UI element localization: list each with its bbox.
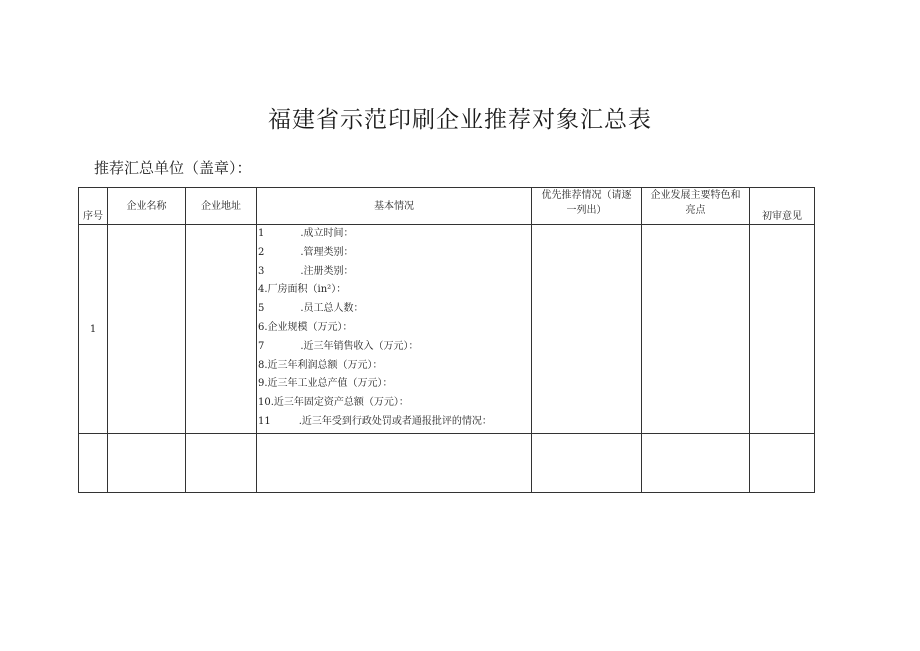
- basic-item: [257, 319, 531, 338]
- cell-company-address[interactable]: [186, 225, 257, 434]
- cell-review[interactable]: [750, 434, 815, 493]
- basic-item-num: 11: [258, 415, 271, 427]
- basic-item-num: 2: [258, 246, 265, 258]
- cell-seq: 1: [79, 225, 108, 434]
- basic-item: [257, 225, 531, 244]
- basic-item: [257, 338, 531, 357]
- basic-item-num: 3: [258, 265, 265, 277]
- basic-item: [257, 357, 531, 376]
- table-header-row: [79, 188, 815, 225]
- header-priority-line1: 优先推荐情况（请逐: [541, 190, 632, 201]
- cell-priority[interactable]: [532, 225, 642, 434]
- basic-item: [257, 300, 531, 319]
- cell-company-address[interactable]: [186, 434, 257, 493]
- header-priority: [532, 188, 642, 225]
- basic-item-text: 10.近三年固定资产总额（万元）：: [258, 397, 409, 409]
- basic-item-text: .员工总人数：: [300, 303, 364, 315]
- cell-basic-info[interactable]: [257, 225, 532, 434]
- basic-item-text: 9.近三年工业总产值（万元）：: [258, 378, 393, 390]
- basic-item-text: .近三年销售收入（万元）：: [300, 340, 419, 352]
- basic-item: [257, 281, 531, 300]
- table-row: [79, 225, 815, 434]
- header-features-line1: 企业发展主要特色和: [650, 190, 741, 201]
- basic-item: [257, 244, 531, 263]
- header-company-address: 企业地址: [186, 188, 257, 225]
- header-priority-line2: 一列出）: [566, 205, 607, 216]
- basic-item: [257, 263, 531, 282]
- summary-table: [78, 187, 815, 493]
- table-row: [79, 434, 815, 493]
- org-label: 推荐汇总单位（盖章）：: [94, 159, 252, 177]
- header-seq: 序号: [79, 188, 108, 225]
- basic-item-text: .注册类别：: [300, 265, 354, 277]
- cell-company-name[interactable]: [108, 225, 186, 434]
- header-review: 初审意见: [750, 188, 815, 225]
- basic-item-text: 6.企业规模（万元）：: [258, 321, 353, 333]
- cell-priority[interactable]: [532, 434, 642, 493]
- basic-item-text: .成立时间：: [300, 228, 354, 239]
- basic-item-num: 1: [258, 228, 265, 239]
- basic-item: [257, 394, 531, 413]
- basic-item-num: 5: [258, 303, 265, 315]
- header-company-name: 企业名称: [108, 188, 186, 225]
- basic-item: [257, 375, 531, 394]
- cell-company-name[interactable]: [108, 434, 186, 493]
- basic-item-text: 4.厂房面积（in²）：: [258, 284, 347, 296]
- header-features: [642, 188, 750, 225]
- basic-item-text: .管理类别：: [300, 246, 354, 258]
- basic-item-text: .近三年受到行政处罚或者通报批评的情况：: [298, 415, 492, 427]
- basic-item-num: 7: [258, 340, 265, 352]
- header-basic-info: 基本情况: [257, 188, 532, 225]
- document-title: 福建省示范印刷企业推荐对象汇总表: [268, 107, 652, 133]
- basic-item-text: 8.近三年利润总额（万元）：: [258, 359, 383, 371]
- cell-seq: [79, 434, 108, 493]
- basic-item: [257, 413, 531, 432]
- cell-basic-info[interactable]: [257, 434, 532, 493]
- cell-features[interactable]: [642, 434, 750, 493]
- header-features-line2: 亮点: [685, 205, 706, 216]
- cell-features[interactable]: [642, 225, 750, 434]
- cell-review[interactable]: [750, 225, 815, 434]
